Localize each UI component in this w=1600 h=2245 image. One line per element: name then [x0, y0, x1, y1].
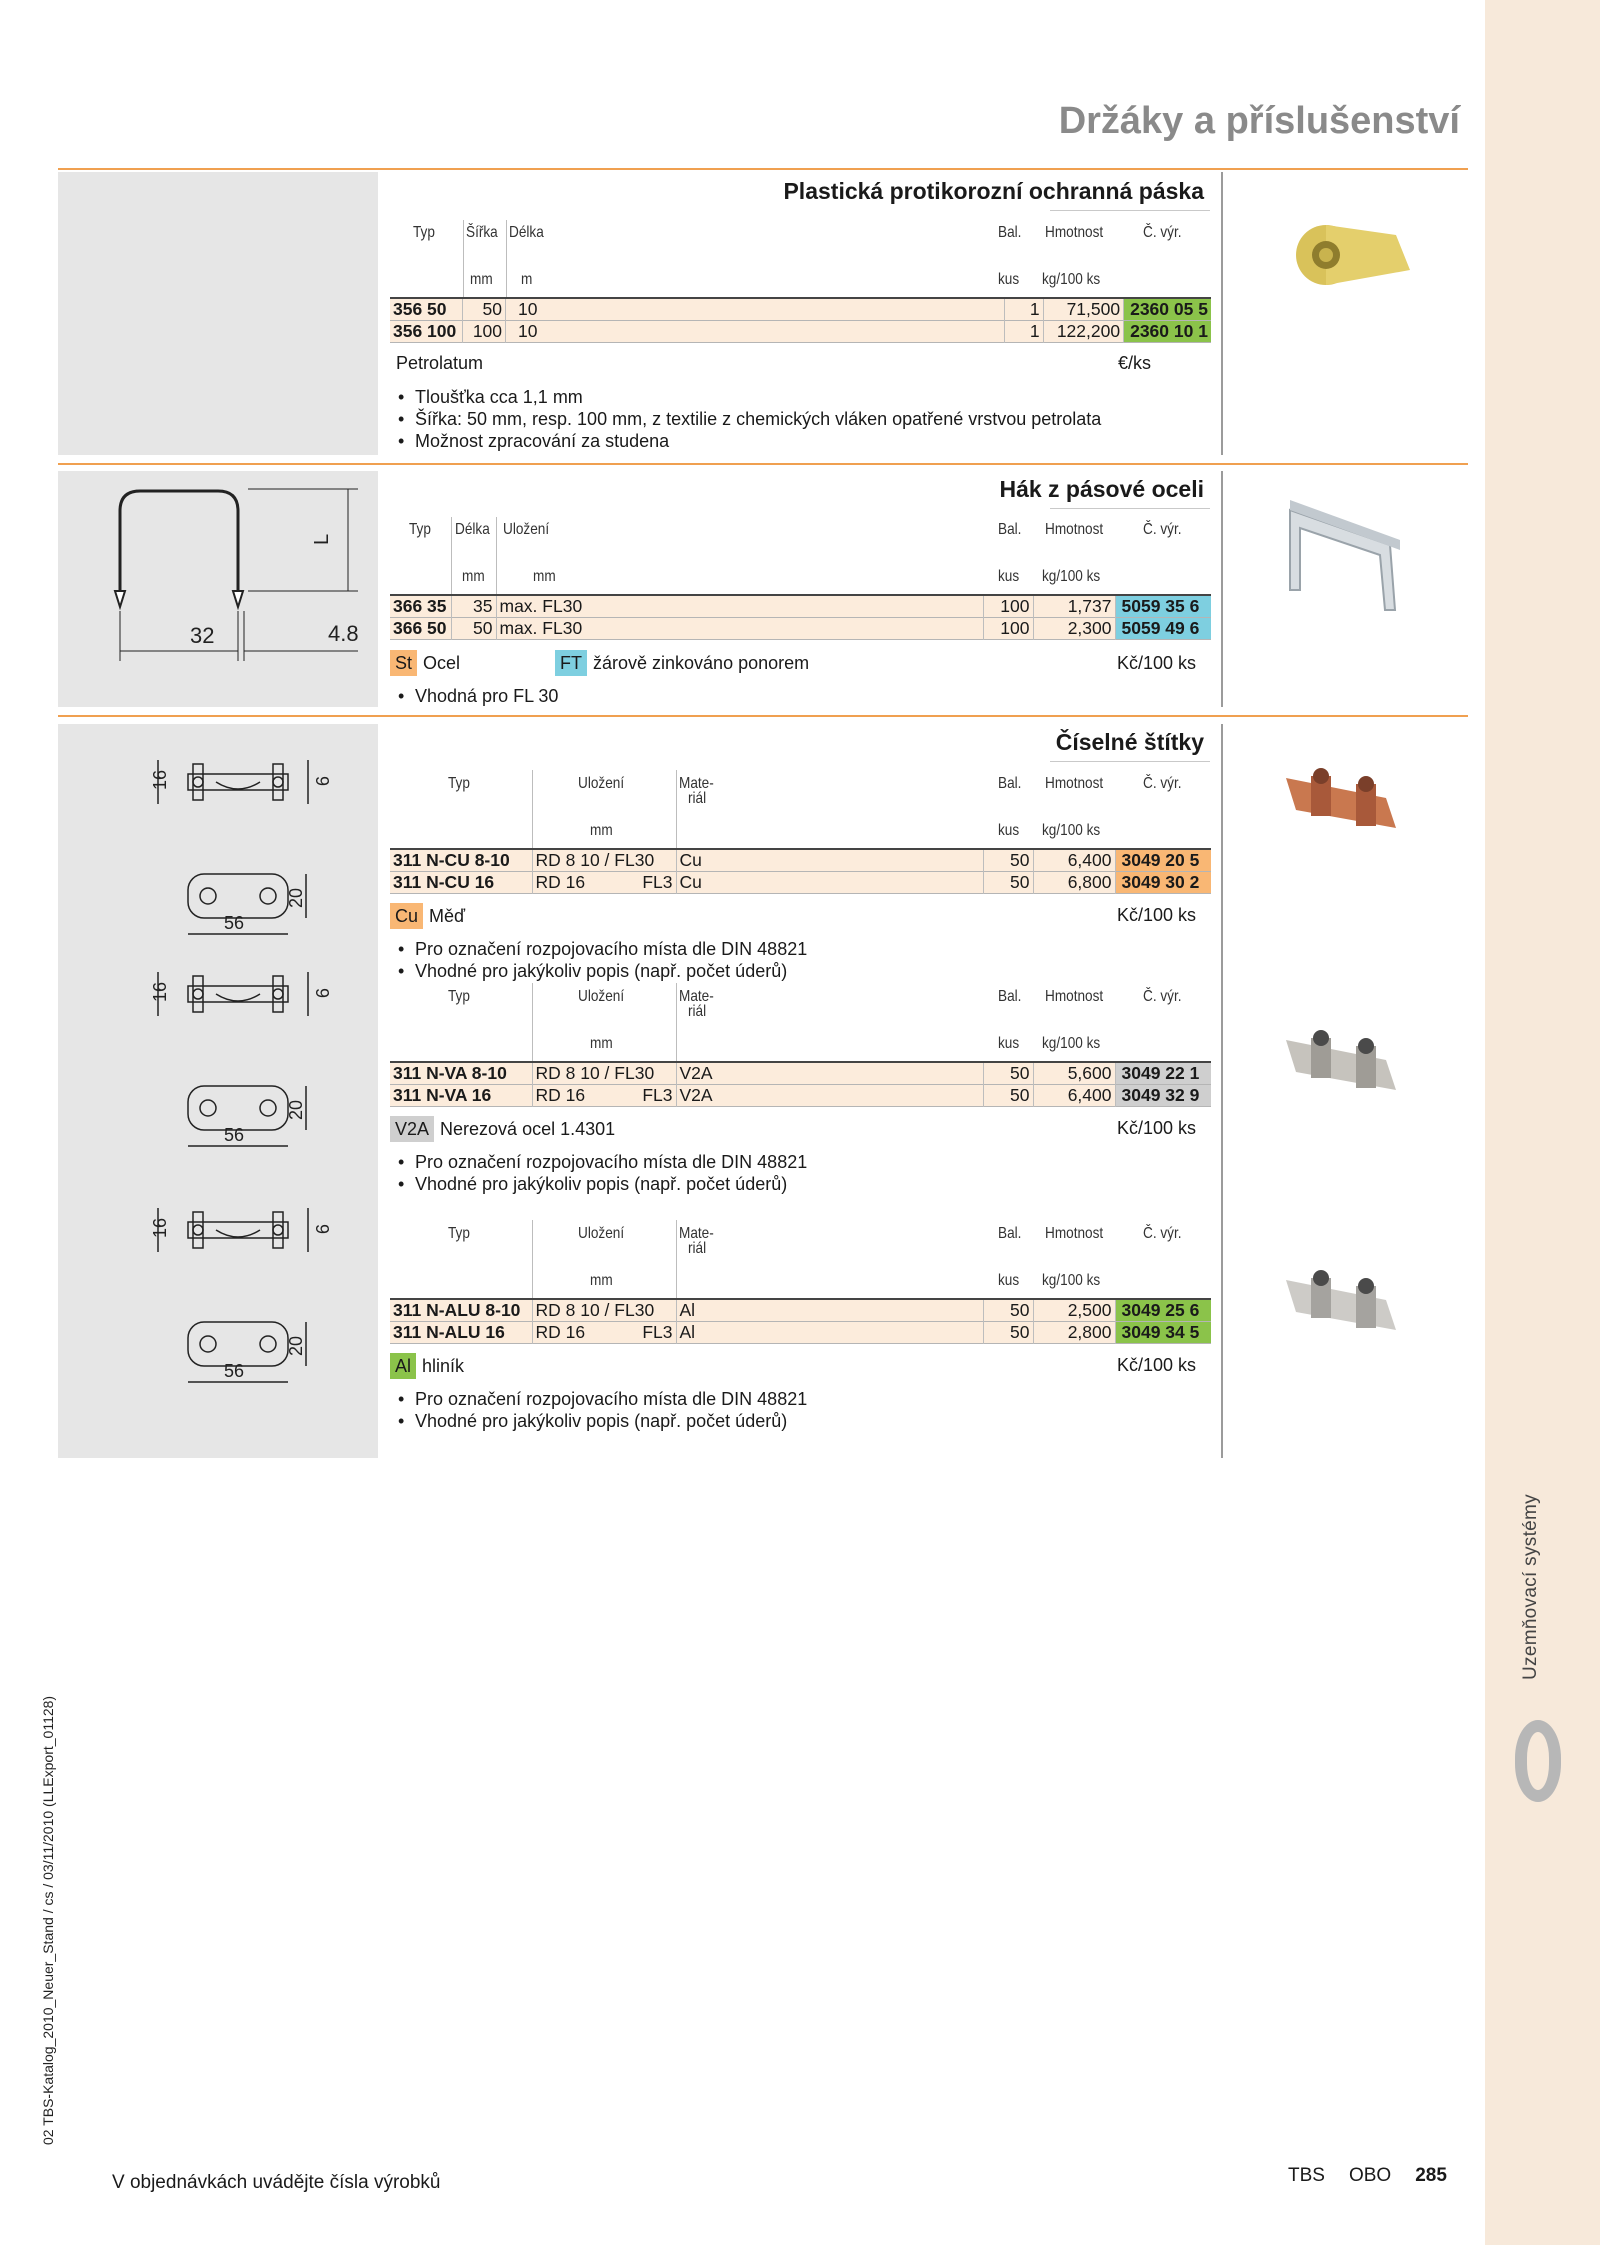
col-header-material: Mate-	[679, 1225, 714, 1242]
cell-material: V2A	[676, 1062, 983, 1085]
cell-hmotnost: 2,500	[1033, 1299, 1115, 1322]
dim-20-label: 20	[286, 1099, 306, 1120]
table-row	[390, 1322, 1211, 1344]
unit-mm: mm	[590, 822, 613, 839]
material-text: Měď	[429, 906, 466, 926]
cell-hmotnost: 71,500	[1043, 298, 1124, 321]
product-table-v2a	[390, 1061, 1211, 1107]
cell-bal: 50	[983, 872, 1033, 894]
cell-material: V2A	[676, 1085, 983, 1107]
title-rule	[1050, 761, 1210, 762]
unit-kus: kus	[998, 1272, 1020, 1289]
col-header-material-2: riál	[688, 790, 707, 807]
product-table-cu	[390, 848, 1211, 894]
col-header-material-2: riál	[688, 1003, 707, 1020]
col-header-cvyr: Č. výr.	[1143, 521, 1182, 538]
cell-order-number: 3049 25 6	[1115, 1299, 1211, 1322]
copper-label-image	[1276, 748, 1416, 858]
table-row	[390, 1085, 1211, 1107]
title-rule	[1050, 508, 1210, 509]
table-row	[390, 1062, 1211, 1085]
dim-16-label: 16	[150, 1217, 170, 1238]
bullet-item: • Možnost zpracování za studena	[415, 430, 669, 452]
tape-roll-image	[1286, 210, 1416, 300]
cell-ulozeni: RD 8 10 / FL30	[532, 849, 676, 872]
cell-bal: 50	[983, 1322, 1033, 1344]
cell-bal: 50	[983, 1085, 1033, 1107]
col-header-typ: Typ	[448, 775, 470, 792]
material-chip: St	[390, 650, 417, 676]
cell-order-number: 5059 49 6	[1115, 618, 1211, 640]
section-separator	[58, 715, 1468, 717]
cell-typ: 311 N-ALU 16	[390, 1322, 532, 1344]
cell-bal: 100	[983, 618, 1033, 640]
section-title: Plastická protikorozní ochranná páska	[783, 178, 1204, 204]
col-header-ulozeni: Uložení	[503, 521, 550, 538]
drawing-panel-hook	[58, 471, 378, 707]
table-row	[390, 872, 1211, 894]
ulozeni-text: RD 16	[535, 872, 586, 892]
cell-hmotnost: 2,800	[1033, 1322, 1115, 1344]
cell-typ: 366 35	[390, 595, 451, 618]
material-text: Ocel	[423, 653, 461, 673]
unit-kus: kus	[998, 271, 1020, 288]
price-unit: Kč/100 ks	[1117, 1355, 1197, 1375]
ulozeni-text: RD 16	[535, 1322, 586, 1342]
cell-delka: 10	[506, 321, 1005, 343]
cell-sirka: 50	[463, 298, 506, 321]
unit-kus: kus	[998, 822, 1020, 839]
bullet-item: • Vhodné pro jakýkoliv popis (např. počet úderů)	[415, 960, 787, 982]
cell-ulozeni	[532, 1322, 676, 1344]
price-unit: Kč/100 ks	[1117, 653, 1197, 673]
unit-mm: mm	[533, 568, 556, 585]
steel-hook-image	[1280, 480, 1420, 620]
unit-kg: kg/100 ks	[1042, 822, 1101, 839]
cell-ulozeni	[532, 872, 676, 894]
col-header-bal: Bal.	[998, 521, 1022, 538]
aluminium-label-image	[1276, 1250, 1416, 1360]
material-line	[390, 903, 465, 929]
bullet-item: • Vhodné pro jakýkoliv popis (např. počet úderů)	[415, 1410, 787, 1432]
column-divider	[1221, 172, 1223, 455]
cell-ulozeni: max. FL30	[496, 595, 983, 618]
cell-hmotnost: 6,400	[1033, 1085, 1115, 1107]
col-header-bal: Bal.	[998, 224, 1022, 241]
header-divider	[496, 517, 497, 595]
section-title: Hák z pásové oceli	[999, 476, 1204, 502]
cell-hmotnost: 6,800	[1033, 872, 1115, 894]
unit-kg: kg/100 ks	[1042, 1272, 1101, 1289]
material-text: hliník	[422, 1356, 465, 1376]
header-divider	[532, 770, 533, 848]
col-header-typ: Typ	[448, 1225, 470, 1242]
dim-16-label: 16	[150, 981, 170, 1002]
unit-mm: mm	[470, 271, 493, 288]
dim-56-label: 56	[224, 1361, 245, 1381]
section-separator	[58, 168, 1468, 170]
cell-sirka: 100	[463, 321, 506, 343]
unit-mm: mm	[462, 568, 485, 585]
col-header-delka: Délka	[455, 521, 490, 538]
cell-ulozeni: RD 8 10 / FL30	[532, 1299, 676, 1322]
material-text: Petrolatum	[396, 353, 484, 373]
price-unit: €/ks	[1118, 353, 1152, 373]
dim-9-label: 9	[312, 776, 332, 787]
cell-order-number: 3049 34 5	[1115, 1322, 1211, 1344]
price-unit: Kč/100 ks	[1117, 905, 1197, 925]
hook-drawing	[58, 471, 378, 707]
page-number: 285	[1415, 2165, 1447, 2186]
print-meta: 02 TBS-Katalog_2010_Neuer_Stand / cs / 03/11/2010 (LLExport_01128)	[40, 1695, 56, 2145]
cell-typ: 311 N-VA 8-10	[390, 1062, 532, 1085]
table-row	[390, 849, 1211, 872]
col-header-typ: Typ	[448, 988, 470, 1005]
table-row	[390, 298, 1211, 321]
column-divider	[1221, 724, 1223, 1458]
dim-56-label: 56	[224, 913, 245, 933]
bullet-item: • Vhodná pro FL 30	[415, 685, 558, 707]
material-text: Nerezová ocel 1.4301	[440, 1119, 616, 1139]
cell-typ: 311 N-ALU 8-10	[390, 1299, 532, 1322]
cell-bal: 50	[983, 1299, 1033, 1322]
material-chip: V2A	[390, 1116, 434, 1142]
unit-m: m	[521, 271, 533, 288]
cell-delka: 50	[451, 618, 496, 640]
footer-tbs: TBS	[1288, 2165, 1325, 2186]
column-divider	[1221, 471, 1223, 707]
dim-9-label: 9	[312, 988, 332, 999]
ulozeni-text-2: FL3	[642, 1085, 673, 1105]
unit-kg: kg/100 ks	[1042, 568, 1101, 585]
col-header-ulozeni: Uložení	[578, 775, 625, 792]
footer-obo: OBO	[1348, 2165, 1392, 2186]
cell-typ: 311 N-CU 8-10	[390, 849, 532, 872]
header-divider	[451, 517, 452, 595]
header-divider	[463, 220, 464, 298]
unit-kus: kus	[998, 1035, 1020, 1052]
unit-kg: kg/100 ks	[1042, 1035, 1101, 1052]
material-line	[390, 1353, 464, 1379]
section-title: Číselné štítky	[1055, 729, 1204, 755]
price-unit: Kč/100 ks	[1117, 1118, 1197, 1138]
cell-delka: 35	[451, 595, 496, 618]
cell-bal: 1	[1004, 298, 1043, 321]
bullet-item: • Tloušťka cca 1,1 mm	[415, 386, 583, 408]
cell-bal: 1	[1004, 321, 1043, 343]
col-header-bal: Bal.	[998, 775, 1022, 792]
table-row	[390, 321, 1211, 343]
col-header-hmotnost: Hmotnost	[1045, 521, 1104, 538]
cell-hmotnost: 1,737	[1033, 595, 1115, 618]
cell-order-number: 3049 20 5	[1115, 849, 1211, 872]
dim-56-label: 56	[224, 1125, 245, 1145]
cell-material: Cu	[676, 849, 983, 872]
col-header-hmotnost: Hmotnost	[1045, 1225, 1104, 1242]
ulozeni-text: RD 16	[535, 1085, 586, 1105]
dim-16-label: 16	[150, 769, 170, 790]
cell-typ: 311 N-VA 16	[390, 1085, 532, 1107]
col-header-cvyr: Č. výr.	[1143, 775, 1182, 792]
table-row	[390, 618, 1211, 640]
col-header-hmotnost: Hmotnost	[1045, 775, 1104, 792]
bullet-item: • Šířka: 50 mm, resp. 100 mm, z textilie z chemických vláken opatřené vrstvou petrolata	[415, 408, 1101, 430]
footer-note: V objednávkách uvádějte čísla výrobků	[112, 2172, 441, 2193]
cell-delka: 10	[506, 298, 1005, 321]
cell-order-number: 2360 05 5	[1124, 298, 1211, 321]
col-header-cvyr: Č. výr.	[1143, 988, 1182, 1005]
material-chip: Cu	[390, 903, 423, 929]
bullet-item: • Pro označení rozpojovacího místa dle DIN 48821	[415, 1388, 807, 1410]
material-line	[390, 650, 460, 676]
unit-mm: mm	[590, 1272, 613, 1289]
bullet-item: • Pro označení rozpojovacího místa dle DIN 48821	[415, 1151, 807, 1173]
header-divider	[506, 220, 507, 298]
col-header-cvyr: Č. výr.	[1143, 224, 1182, 241]
finish-chip: FT	[555, 650, 587, 676]
title-rule	[1050, 210, 1210, 211]
cell-typ: 356 100	[390, 321, 463, 343]
bullet-item: • Pro označení rozpojovacího místa dle DIN 48821	[415, 938, 807, 960]
drawing-panel-labels	[58, 724, 378, 1458]
ulozeni-text-2: FL3	[642, 872, 673, 892]
cell-material: Al	[676, 1299, 983, 1322]
col-header-ulozeni: Uložení	[578, 988, 625, 1005]
cell-typ: 366 50	[390, 618, 451, 640]
cell-bal: 50	[983, 849, 1033, 872]
table-row	[390, 595, 1211, 618]
material-chip: Al	[390, 1353, 416, 1379]
table-row	[390, 1299, 1211, 1322]
side-band	[1485, 0, 1600, 2245]
product-table-tape	[390, 297, 1211, 343]
product-table-hook	[390, 594, 1211, 640]
cell-hmotnost: 5,600	[1033, 1062, 1115, 1085]
cell-typ: 356 50	[390, 298, 463, 321]
cell-bal: 50	[983, 1062, 1033, 1085]
unit-mm: mm	[590, 1035, 613, 1052]
steel-label-image	[1276, 1010, 1416, 1120]
cell-bal: 100	[983, 595, 1033, 618]
product-table-al	[390, 1298, 1211, 1344]
col-header-material: Mate-	[679, 988, 714, 1005]
material-line	[390, 1116, 615, 1142]
cell-material: Al	[676, 1322, 983, 1344]
dim-20-label: 20	[286, 1335, 306, 1356]
header-divider	[532, 1220, 533, 1298]
dim-20-label: 20	[286, 887, 306, 908]
cell-ulozeni: max. FL30	[496, 618, 983, 640]
header-divider	[676, 1220, 677, 1298]
col-header-material: Mate-	[679, 775, 714, 792]
header-divider	[532, 983, 533, 1061]
col-header-cvyr: Č. výr.	[1143, 1225, 1182, 1242]
col-header-bal: Bal.	[998, 1225, 1022, 1242]
label-plate-drawings	[58, 724, 378, 1458]
cell-order-number: 3049 30 2	[1115, 872, 1211, 894]
cell-order-number: 3049 32 9	[1115, 1085, 1211, 1107]
header-divider	[676, 983, 677, 1061]
dim-thickness-label: 4.8	[328, 621, 359, 646]
section-separator	[58, 463, 1468, 465]
cell-order-number: 3049 22 1	[1115, 1062, 1211, 1085]
cell-hmotnost: 6,400	[1033, 849, 1115, 872]
bullet-item: • Vhodné pro jakýkoliv popis (např. počet úderů)	[415, 1173, 787, 1195]
finish-text: žárově zinkováno ponorem	[593, 653, 810, 673]
chapter-zero-icon	[1515, 1720, 1561, 1802]
unit-kus: kus	[998, 568, 1020, 585]
col-header-hmotnost: Hmotnost	[1045, 988, 1104, 1005]
side-label	[1520, 1640, 1560, 1680]
image-panel-tape	[58, 172, 378, 455]
cell-material: Cu	[676, 872, 983, 894]
page-title: Držáky a příslušenství	[1058, 100, 1460, 142]
col-header-material-2: riál	[688, 1240, 707, 1257]
cell-hmotnost: 2,300	[1033, 618, 1115, 640]
col-header-sirka: Šířka	[466, 224, 498, 241]
col-header-ulozeni: Uložení	[578, 1225, 625, 1242]
col-header-bal: Bal.	[998, 988, 1022, 1005]
header-divider	[676, 770, 677, 848]
cell-order-number: 2360 10 1	[1124, 321, 1211, 343]
cell-hmotnost: 122,200	[1043, 321, 1124, 343]
dim-9-label: 9	[312, 1224, 332, 1235]
footer-brand	[1288, 2165, 1447, 2187]
unit-kg: kg/100 ks	[1042, 271, 1101, 288]
dim-width-label: 32	[190, 623, 215, 648]
dim-length-label: L	[311, 533, 333, 545]
col-header-typ: Typ	[413, 224, 435, 241]
ulozeni-text-2: FL3	[642, 1322, 673, 1342]
col-header-delka: Délka	[509, 224, 544, 241]
col-header-typ: Typ	[409, 521, 431, 538]
cell-ulozeni: RD 8 10 / FL30	[532, 1062, 676, 1085]
col-header-hmotnost: Hmotnost	[1045, 224, 1104, 241]
cell-ulozeni	[532, 1085, 676, 1107]
cell-typ: 311 N-CU 16	[390, 872, 532, 894]
finish-line	[555, 650, 809, 676]
cell-order-number: 5059 35 6	[1115, 595, 1211, 618]
